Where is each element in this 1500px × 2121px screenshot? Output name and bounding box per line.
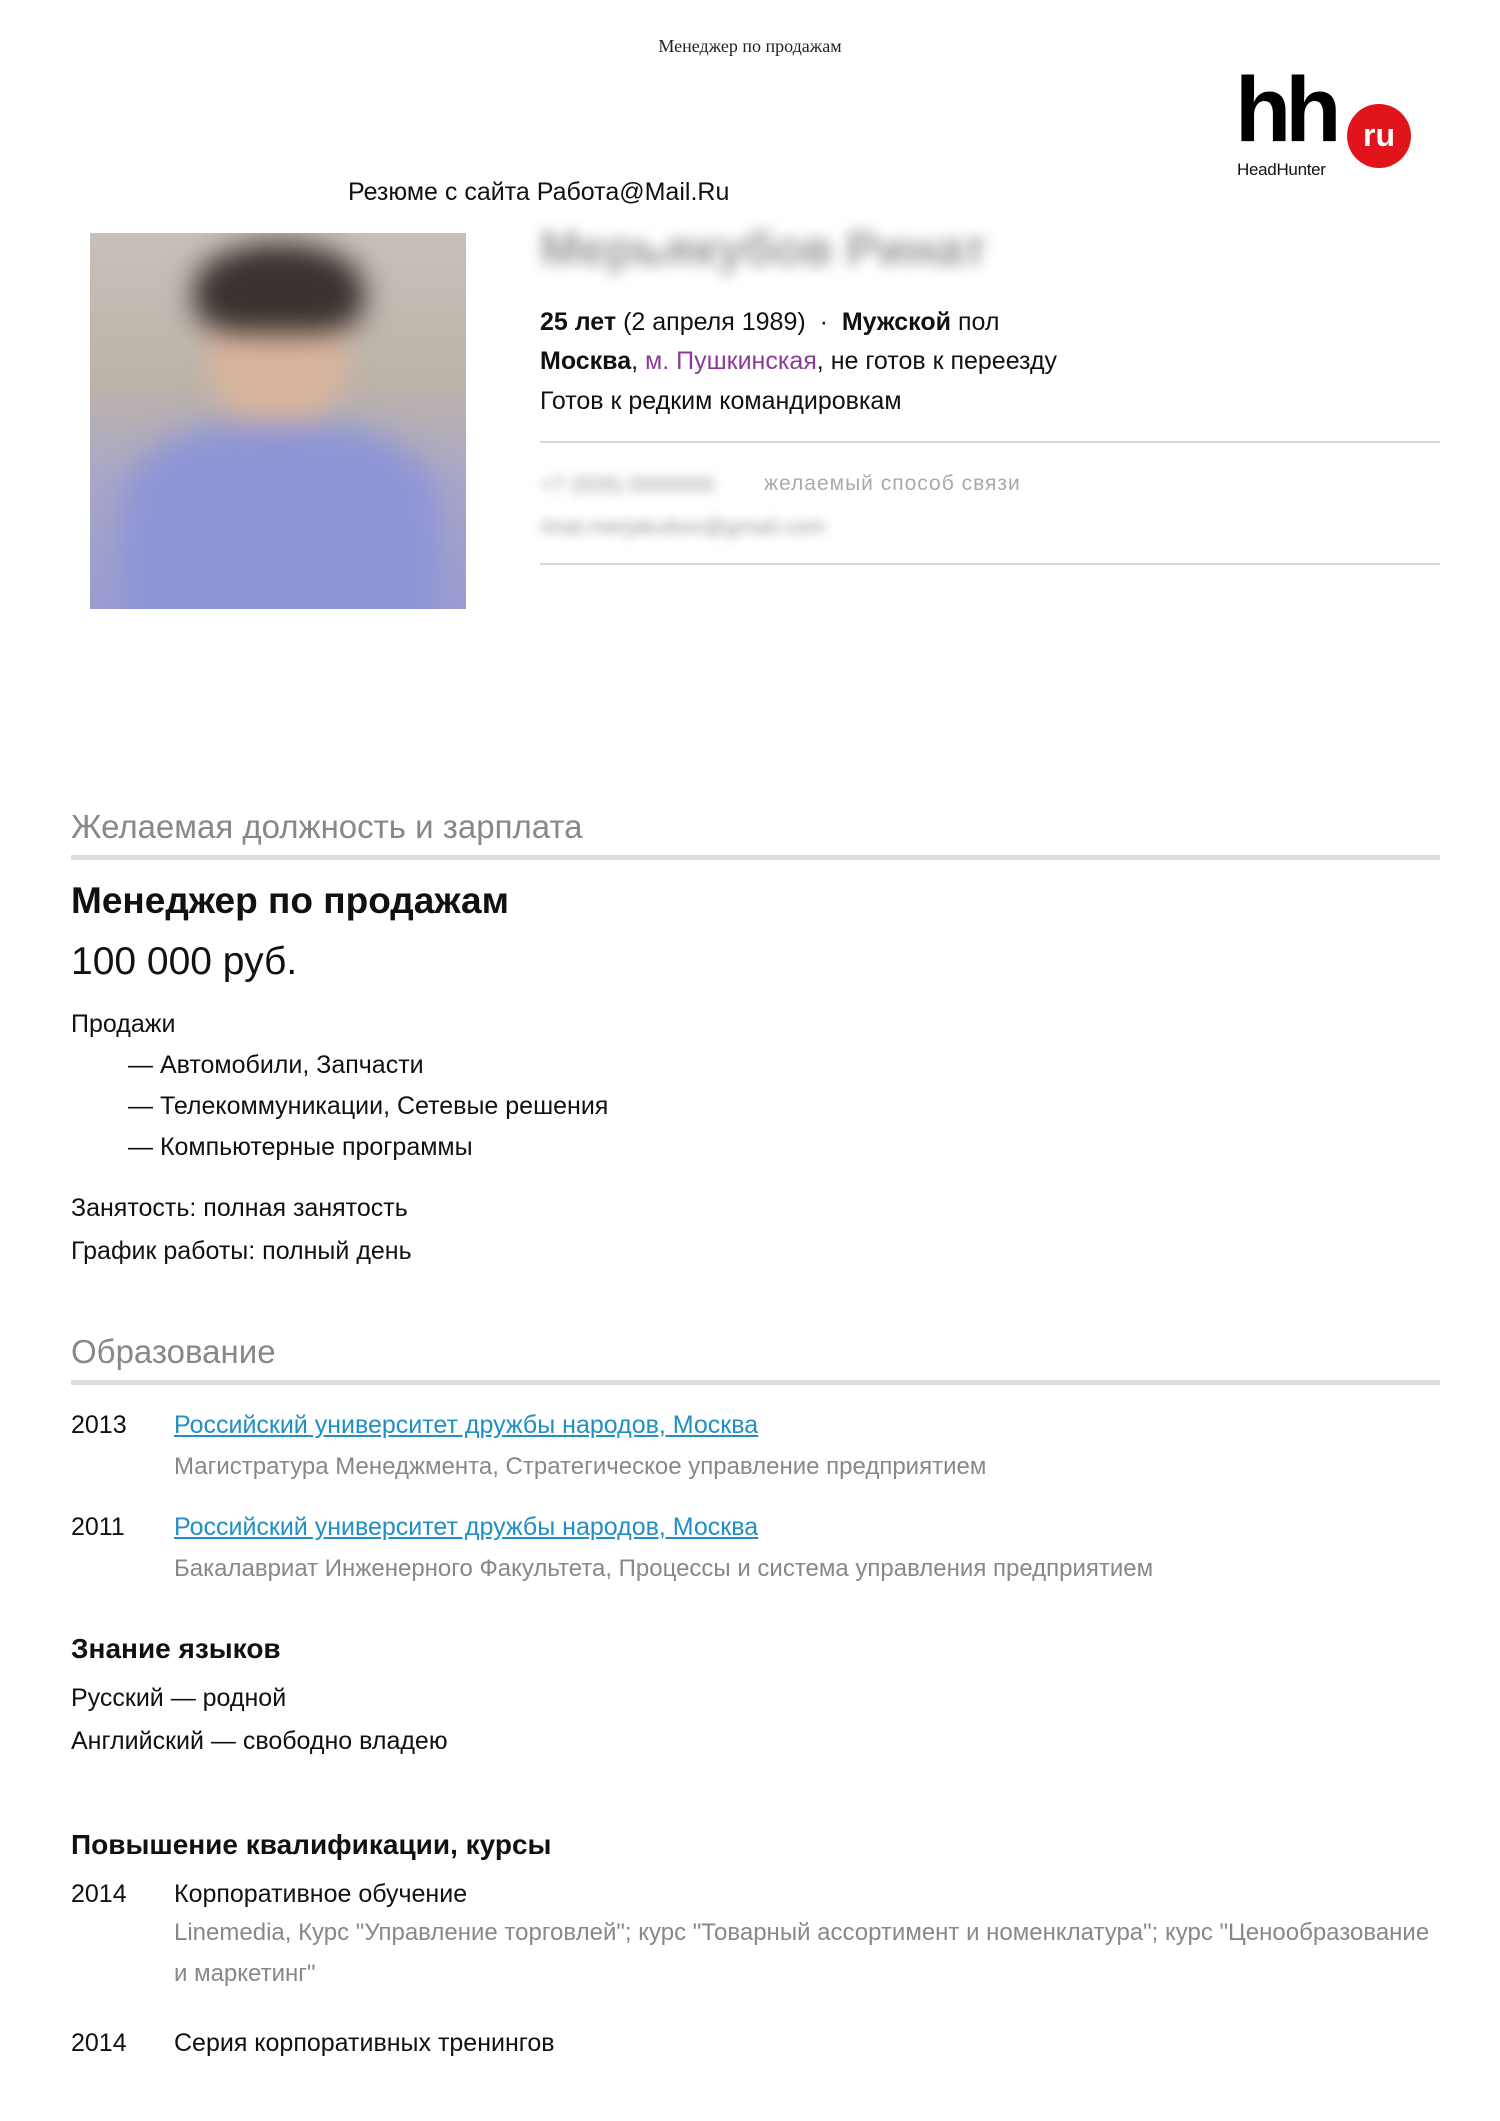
page-header-title: Менеджер по продажам	[658, 36, 842, 56]
employment-type: Занятость: полная занятость	[71, 1194, 408, 1222]
divider	[540, 563, 1440, 565]
birthdate: (2 апреля 1989)	[623, 308, 806, 336]
education-year: 2013	[71, 1411, 127, 1439]
logo-badge: ru	[1347, 104, 1411, 168]
age-gender-line	[540, 308, 999, 337]
preferred-contact-note: желаемый способ связи	[764, 472, 1021, 495]
divider	[540, 441, 1440, 443]
course-year: 2014	[71, 2029, 127, 2057]
section-title-languages: Знание языков	[71, 1633, 281, 1664]
relocation: , не готов к переезду	[816, 347, 1058, 375]
candidate-name: Мерьякубов Ринат	[540, 223, 987, 276]
language-item: Английский — свободно владею	[71, 1727, 448, 1755]
section-title-education: Образование	[71, 1333, 276, 1370]
section-divider	[71, 855, 1440, 860]
section-title-position: Желаемая должность и зарплата	[71, 808, 583, 845]
business-trips: Готов к редким командировкам	[540, 387, 902, 415]
metro-station: м. Пушкинская	[645, 347, 817, 375]
city: Москва	[540, 347, 632, 375]
professional-field: Продажи	[71, 1010, 176, 1038]
age: 25 лет	[540, 308, 617, 336]
education-details: Бакалавриат Инженерного Факультета, Процессы и система управления предприятием	[174, 1555, 1154, 1582]
course-title: Корпоративное обучение	[174, 1880, 468, 1908]
profile-photo	[90, 233, 466, 609]
specialization-item: — Автомобили, Запчасти	[128, 1051, 424, 1079]
email: rinat.merjakubov@gmail.com	[540, 514, 826, 539]
specialization-item: — Телекоммуникации, Сетевые решения	[128, 1092, 609, 1120]
section-divider	[71, 1380, 1440, 1385]
location-line: Москва, м. Пушкинская, не готов к переезду	[540, 347, 1058, 375]
separator: ·	[819, 308, 828, 336]
education-institution-link[interactable]: Российский университет дружбы народов, Москва	[174, 1513, 759, 1541]
course-title: Серия корпоративных тренингов	[174, 2029, 555, 2057]
education-year: 2011	[71, 1513, 125, 1541]
language-item: Русский — родной	[71, 1684, 287, 1712]
specialization-item: — Компьютерные программы	[128, 1133, 473, 1161]
hh-logo	[1235, 59, 1415, 179]
gender-suffix: пол	[957, 308, 1000, 336]
work-schedule: График работы: полный день	[71, 1237, 412, 1265]
desired-position: Менеджер по продажам	[71, 880, 510, 921]
section-title-courses: Повышение квалификации, курсы	[71, 1829, 552, 1860]
education-institution-link[interactable]: Российский университет дружбы народов, Москва	[174, 1411, 759, 1439]
course-year: 2014	[71, 1880, 127, 1908]
phone: +7 (926) 0000000	[540, 472, 715, 497]
logo-subtitle: HeadHunter	[1237, 160, 1326, 179]
resume-source: Резюме с сайта Работа@Mail.Ru	[348, 178, 730, 206]
course-details: Linemedia, Курс "Управление торговлей"; курс "Товарный ассортимент и номенклатура"; курс "Ценообразование и маркетинг"	[174, 1919, 1430, 1987]
logo-mark: hh	[1235, 59, 1336, 161]
education-details: Магистратура Менеджмента, Стратегическое управление предприятием	[174, 1453, 987, 1480]
desired-salary: 100 000 руб.	[71, 940, 298, 983]
gender: Мужской	[841, 308, 951, 336]
